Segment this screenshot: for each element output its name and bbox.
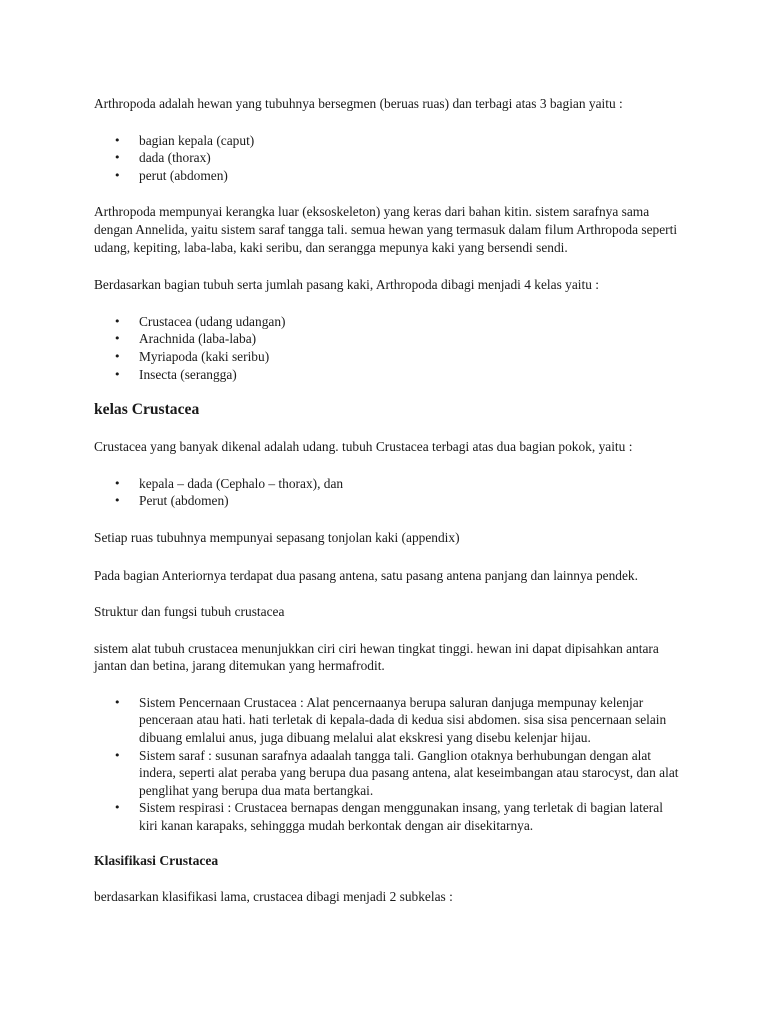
- crustacea-parts-list: [94, 475, 684, 510]
- list-item: • Insecta (serangga): [94, 366, 684, 384]
- intro-paragraph: Arthropoda adalah hewan yang tubuhnya bersegmen (beruas ruas) dan terbagi atas 3 bagian yaitu :: [94, 96, 623, 111]
- list-item: • dada (thorax): [94, 149, 684, 167]
- list-item: • Perut (abdomen): [94, 492, 684, 510]
- classes-list: [94, 313, 684, 383]
- heading-klasifikasi: Klasifikasi Crustacea: [94, 852, 219, 868]
- list-item: • bagian kepala (caput): [94, 132, 684, 150]
- heading-crustacea: kelas Crustacea: [94, 401, 200, 419]
- list-item: • Myriapoda (kaki seribu): [94, 348, 684, 366]
- list-item: • Crustacea (udang udangan): [94, 313, 684, 331]
- body-parts-list: [94, 132, 684, 185]
- struktur-paragraph: Struktur dan fungsi tubuh crustacea: [94, 604, 285, 620]
- crustacea-paragraph: Crustacea yang banyak dikenal adalah udang. tubuh Crustacea terbagi atas dua bagian pokok, yaitu :: [94, 439, 633, 455]
- exoskeleton-paragraph: Arthropoda mempunyai kerangka luar (eksoskeleton) yang keras dari bahan kitin. sistem sarafnya sama dengan Annelida, yaitu sistem saraf tangga tali. semua hewan yang termasuk dalam filum Arthropoda seperti udang, kepiting, laba-laba, kaki seribu, dan serangga mepunya kaki yang bersendi sendi.: [94, 204, 678, 255]
- list-item: • Arachnida (laba-laba): [94, 330, 684, 348]
- systems-list: [94, 694, 684, 835]
- classes-paragraph: Berdasarkan bagian tubuh serta jumlah pasang kaki, Arthropoda dibagi menjadi 4 kelas yaitu :: [94, 277, 599, 293]
- klasifikasi-paragraph: berdasarkan klasifikasi lama, crustacea dibagi menjadi 2 subkelas :: [94, 888, 453, 904]
- antena-paragraph: Pada bagian Anteriornya terdapat dua pasang antena, satu pasang antena panjang dan lainnya pendek.: [94, 567, 638, 583]
- list-item: • Sistem saraf : susunan sarafnya adaalah tangga tali. Ganglion otaknya berhubungan dengan alat indera, seperti alat peraba yang berupa dua pasang antena, alat keseimbangan atau starocyst, dan alat penglihat yang berupa dua mata bertangkai.: [94, 747, 684, 800]
- list-item: • perut (abdomen): [94, 167, 684, 185]
- list-item: • Sistem respirasi : Crustacea bernapas dengan menggunakan insang, yang terletak di bagian lateral kiri kanan karapaks, sehinggga mudah berkontak dengan air disekitarnya.: [94, 799, 684, 834]
- sistem-paragraph: sistem alat tubuh crustacea menunjukkan ciri ciri hewan tingkat tinggi. hewan ini dapat dipisahkan antara jantan dan betina, jarang ditemukan yang hermafrodit.: [94, 640, 659, 674]
- list-item: • Sistem Pencernaan Crustacea : Alat pencernaanya berupa saluran danjuga mempunay kelenjar penceraan atau hati. hati terletak di kepala-dada di kedua sisi abdomen. sisa sisa pencernaan selain dibuang emlalui anus, juga dibuang melalui alat ekskresi yang disebu kelenjar hijau.: [94, 694, 684, 747]
- list-item: • kepala – dada (Cephalo – thorax), dan: [94, 475, 684, 493]
- document-page: [94, 95, 684, 905]
- appendix-paragraph: Setiap ruas tubuhnya mempunyai sepasang tonjolan kaki (appendix): [94, 529, 460, 545]
